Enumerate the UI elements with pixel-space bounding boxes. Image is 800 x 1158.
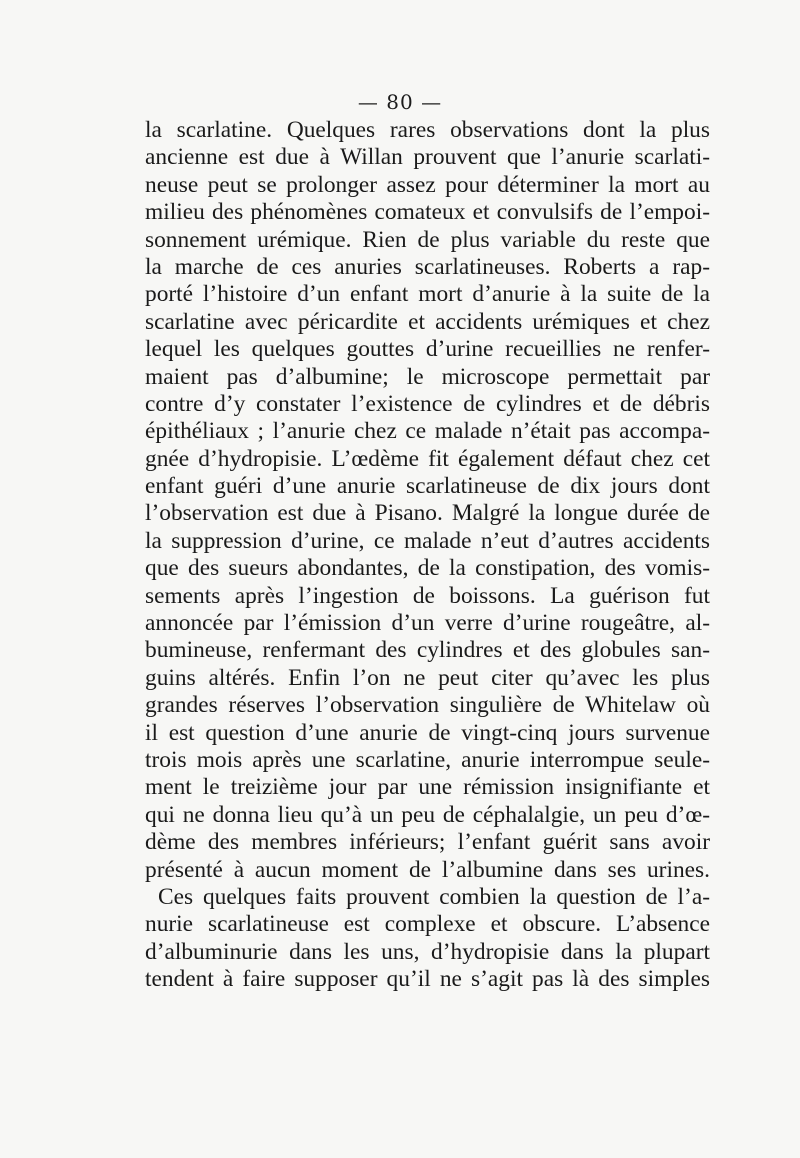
- text-line: ment le treizième jour par une rémission insignifiante et: [145, 774, 710, 801]
- text-line: neuse peut se prolonger assez pour déterminer la mort au: [145, 171, 710, 198]
- text-line: sonnement urémique. Rien de plus variable du reste que: [145, 226, 710, 253]
- page-number: — 80 —: [357, 90, 443, 114]
- text-line: enfant guéri d’une anurie scarlatineuse de dix jours dont: [145, 473, 710, 500]
- text-line: annoncée par l’émission d’un verre d’urine rougeâtre, al-: [145, 610, 710, 637]
- text-line: gnée d’hydropisie. L’œdème fit également défaut chez cet: [145, 445, 710, 472]
- text-line: tendent à faire supposer qu’il ne s’agit pas là des simples: [145, 966, 710, 993]
- text-line: nurie scarlatineuse est complexe et obscure. L’absence: [145, 911, 710, 938]
- text-line: bumineuse, renfermant des cylindres et des globules san-: [145, 637, 710, 664]
- text-line: trois mois après une scarlatine, anurie interrompue seule-: [145, 746, 710, 773]
- text-line: il est question d’une anurie de vingt-cinq jours survenue: [145, 719, 710, 746]
- text-line: Ces quelques faits prouvent combien la question de l’a-: [158, 883, 710, 910]
- text-line: contre d’y constater l’existence de cylindres et de débris: [145, 390, 710, 417]
- text-line: la scarlatine. Quelques rares observations dont la plus: [145, 117, 710, 143]
- text-line: sements après l’ingestion de boissons. La guérison fut: [145, 582, 710, 609]
- text-line: milieu des phénomènes comateux et convulsifs de l’empoi-: [145, 199, 710, 226]
- text-line: qui ne donna lieu qu’à un peu de céphalalgie, un peu d’œ-: [145, 801, 710, 828]
- text-line: maient pas d’albumine; le microscope permettait par: [145, 363, 710, 390]
- text-line: présenté à aucun moment de l’albumine dans ses urines.: [145, 856, 710, 883]
- text-line: épithéliaux ; l’anurie chez ce malade n’était pas accompa-: [145, 418, 710, 445]
- text-line: guins altérés. Enfin l’on ne peut citer qu’avec les plus: [145, 664, 710, 691]
- text-line: lequel les quelques gouttes d’urine recueillies ne renfer-: [145, 336, 710, 363]
- text-line: la marche de ces anuries scarlatineuses. Roberts a rap-: [145, 253, 710, 280]
- text-line: que des sueurs abondantes, de la constipation, des vomis-: [145, 555, 710, 582]
- paragraph-1: [145, 117, 710, 884]
- text-line: dème des membres inférieurs; l’enfant guérit sans avoir: [145, 829, 710, 856]
- body-text: [145, 117, 710, 994]
- text-line: ancienne est due à Willan prouvent que l’anurie scarlati-: [145, 144, 710, 171]
- text-line: scarlatine avec péricardite et accidents urémiques et chez: [145, 308, 710, 335]
- paragraph-2: [145, 884, 710, 994]
- text-line: la suppression d’urine, ce malade n’eut d’autres accidents: [145, 527, 710, 554]
- text-line: porté l’histoire d’un enfant mort d’anurie à la suite de la: [145, 281, 710, 308]
- text-line: grandes réserves l’observation singulière de Whitelaw où: [145, 692, 710, 719]
- text-line: d’albuminurie dans les uns, d’hydropisie dans la plupart: [145, 938, 710, 965]
- text-line: l’observation est due à Pisano. Malgré la longue durée de: [145, 500, 710, 527]
